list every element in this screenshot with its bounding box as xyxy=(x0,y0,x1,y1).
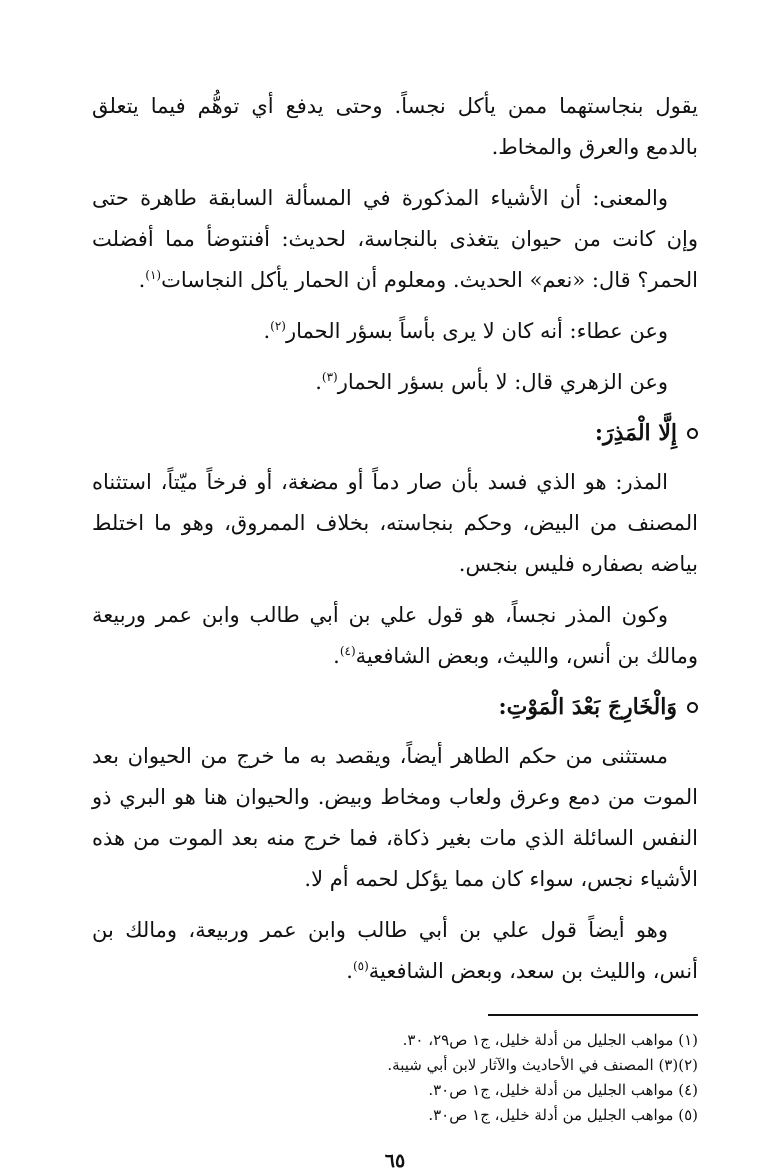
paragraph-1: يقول بنجاستهما ممن يأكل نجساً. وحتى يدفع أي توهُّم فيما يتعلق بالدمع والعرق والمخاط. xyxy=(92,94,698,159)
bullet-circle-icon xyxy=(687,702,698,713)
footnote-ref-3: (٣) xyxy=(321,370,338,384)
bullet-circle-icon xyxy=(687,428,698,439)
page-body xyxy=(92,86,698,1172)
paragraph-4: وعن الزهري قال: لا بأس بسؤر الحمار$^{(٣)}$. xyxy=(315,370,668,394)
footnote-ref-2: (٢) xyxy=(270,319,286,333)
footnote-1: (١) مواهب الجليل من أدلة خليل، ج١ ص٢٩، ٣٠. xyxy=(402,1031,698,1049)
footnote-ref-4: (٤) xyxy=(339,644,356,658)
page-number: ٦٥ xyxy=(384,1150,406,1172)
paragraph-2: والمعنى: أن الأشياء المذكورة في المسألة السابقة طاهرة حتى وإن كانت من حيوان يتغذى بالنجاسة، لحديث: أفنتوضأ مما أفضلت الحمر؟ قال: «نعم» الحديث. ومعلوم أن الحمار يأكل النجاسات$^{(١)}$. xyxy=(92,186,698,292)
footnote-5: (٥) مواهب الجليل من أدلة خليل، ج١ ص٣٠. xyxy=(428,1106,698,1124)
paragraph-6: وكون المذر نجساً، هو قول علي بن أبي طالب وابن عمر وربيعة ومالك بن أنس، والليث، وبعض الشافعية$^{(٤)}$. xyxy=(92,603,698,668)
footnote-divider xyxy=(488,1014,698,1016)
footnote-ref-5: (٥) xyxy=(352,959,369,973)
footnote-4: (٤) مواهب الجليل من أدلة خليل، ج١ ص٣٠. xyxy=(428,1081,698,1099)
section-heading-mathir: إِلَّا الْمَذِرَ: xyxy=(92,413,698,454)
paragraph-8: وهو أيضاً قول علي بن أبي طالب وابن عمر وربيعة، ومالك بن أنس، والليث بن سعد، وبعض الشافعية$^{(٥)}$. xyxy=(92,918,698,983)
paragraph-3: وعن عطاء: أنه كان لا يرى بأساً بسؤر الحمار$^{(٢)}$. xyxy=(263,319,668,343)
footnote-2-3: (٢)(٣) المصنف في الأحاديث والآثار لابن أبي شيبة. xyxy=(387,1056,698,1074)
footnote-ref-1: (١) xyxy=(145,268,162,282)
paragraph-7: مستثنى من حكم الطاهر أيضاً، ويقصد به ما خرج من الحيوان بعد الموت من دمع وعرق ولعاب ومخاط وبيض. والحيوان هنا هو البري ذو النفس السائلة الذي مات بغير ذكاة، فما خرج منه بعد الموت من هذه الأشياء نجس، سواء كان مما يؤكل لحمه أم لا. xyxy=(92,744,698,891)
paragraph-5: المذر: هو الذي فسد بأن صار دماً أو مضغة، أو فرخاً ميّتاً، استثناه المصنف من البيض، وحكم بنجاسته، بخلاف الممروق، وهو ما اختلط بياضه بصفاره فليس بنجس. xyxy=(92,470,698,576)
section-heading-after-death: وَالْخَارِجَ بَعْدَ الْمَوْتِ: xyxy=(92,687,698,728)
